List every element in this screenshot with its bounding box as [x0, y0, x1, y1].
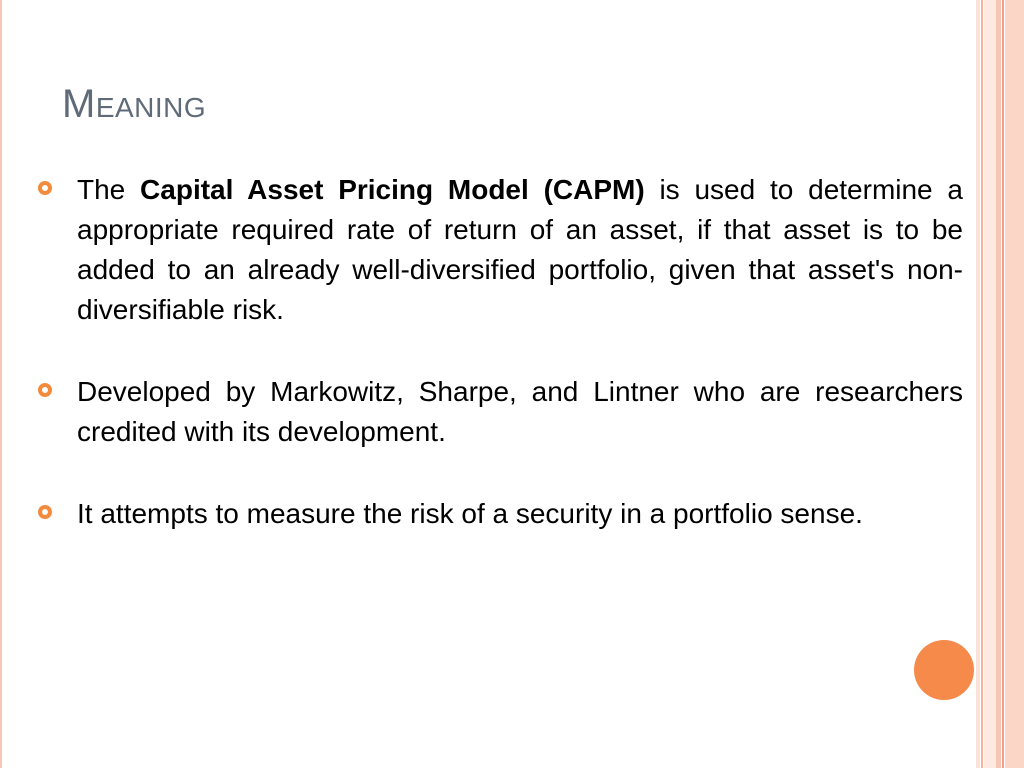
slide-title: Meaning — [62, 82, 207, 126]
orange-circle-icon — [914, 640, 974, 700]
right-decorative-stripes — [976, 0, 1024, 768]
bullet-item-developed — [38, 372, 963, 452]
bullet-list — [38, 170, 963, 576]
bullet-text-post: is used to determine a appropriate required rate of return of an asset, if that asset is to be added to an already well-diversified portfolio, given that asset's non-diversifiable risk. — [77, 174, 963, 325]
bullet-item-capm — [38, 170, 963, 330]
ring-bullet-icon — [38, 383, 52, 397]
bullet-text: It attempts to measure the risk of a security in a portfolio sense. — [77, 498, 863, 529]
stripe — [981, 0, 983, 768]
ring-bullet-icon — [38, 181, 52, 195]
stripe — [1005, 0, 1024, 768]
stripe — [984, 0, 996, 768]
bullet-text-bold: Capital Asset Pricing Model (CAPM) — [140, 174, 645, 205]
stripe — [996, 0, 1001, 768]
left-border-line — [0, 0, 2, 768]
bullet-text: Developed by Markowitz, Sharpe, and Lintner who are researchers credited with its development. — [77, 376, 963, 447]
bullet-item-measure — [38, 494, 963, 534]
stripe — [976, 0, 980, 768]
stripe — [1002, 0, 1004, 768]
bullet-text-pre: The — [77, 174, 141, 205]
ring-bullet-icon — [38, 505, 52, 519]
